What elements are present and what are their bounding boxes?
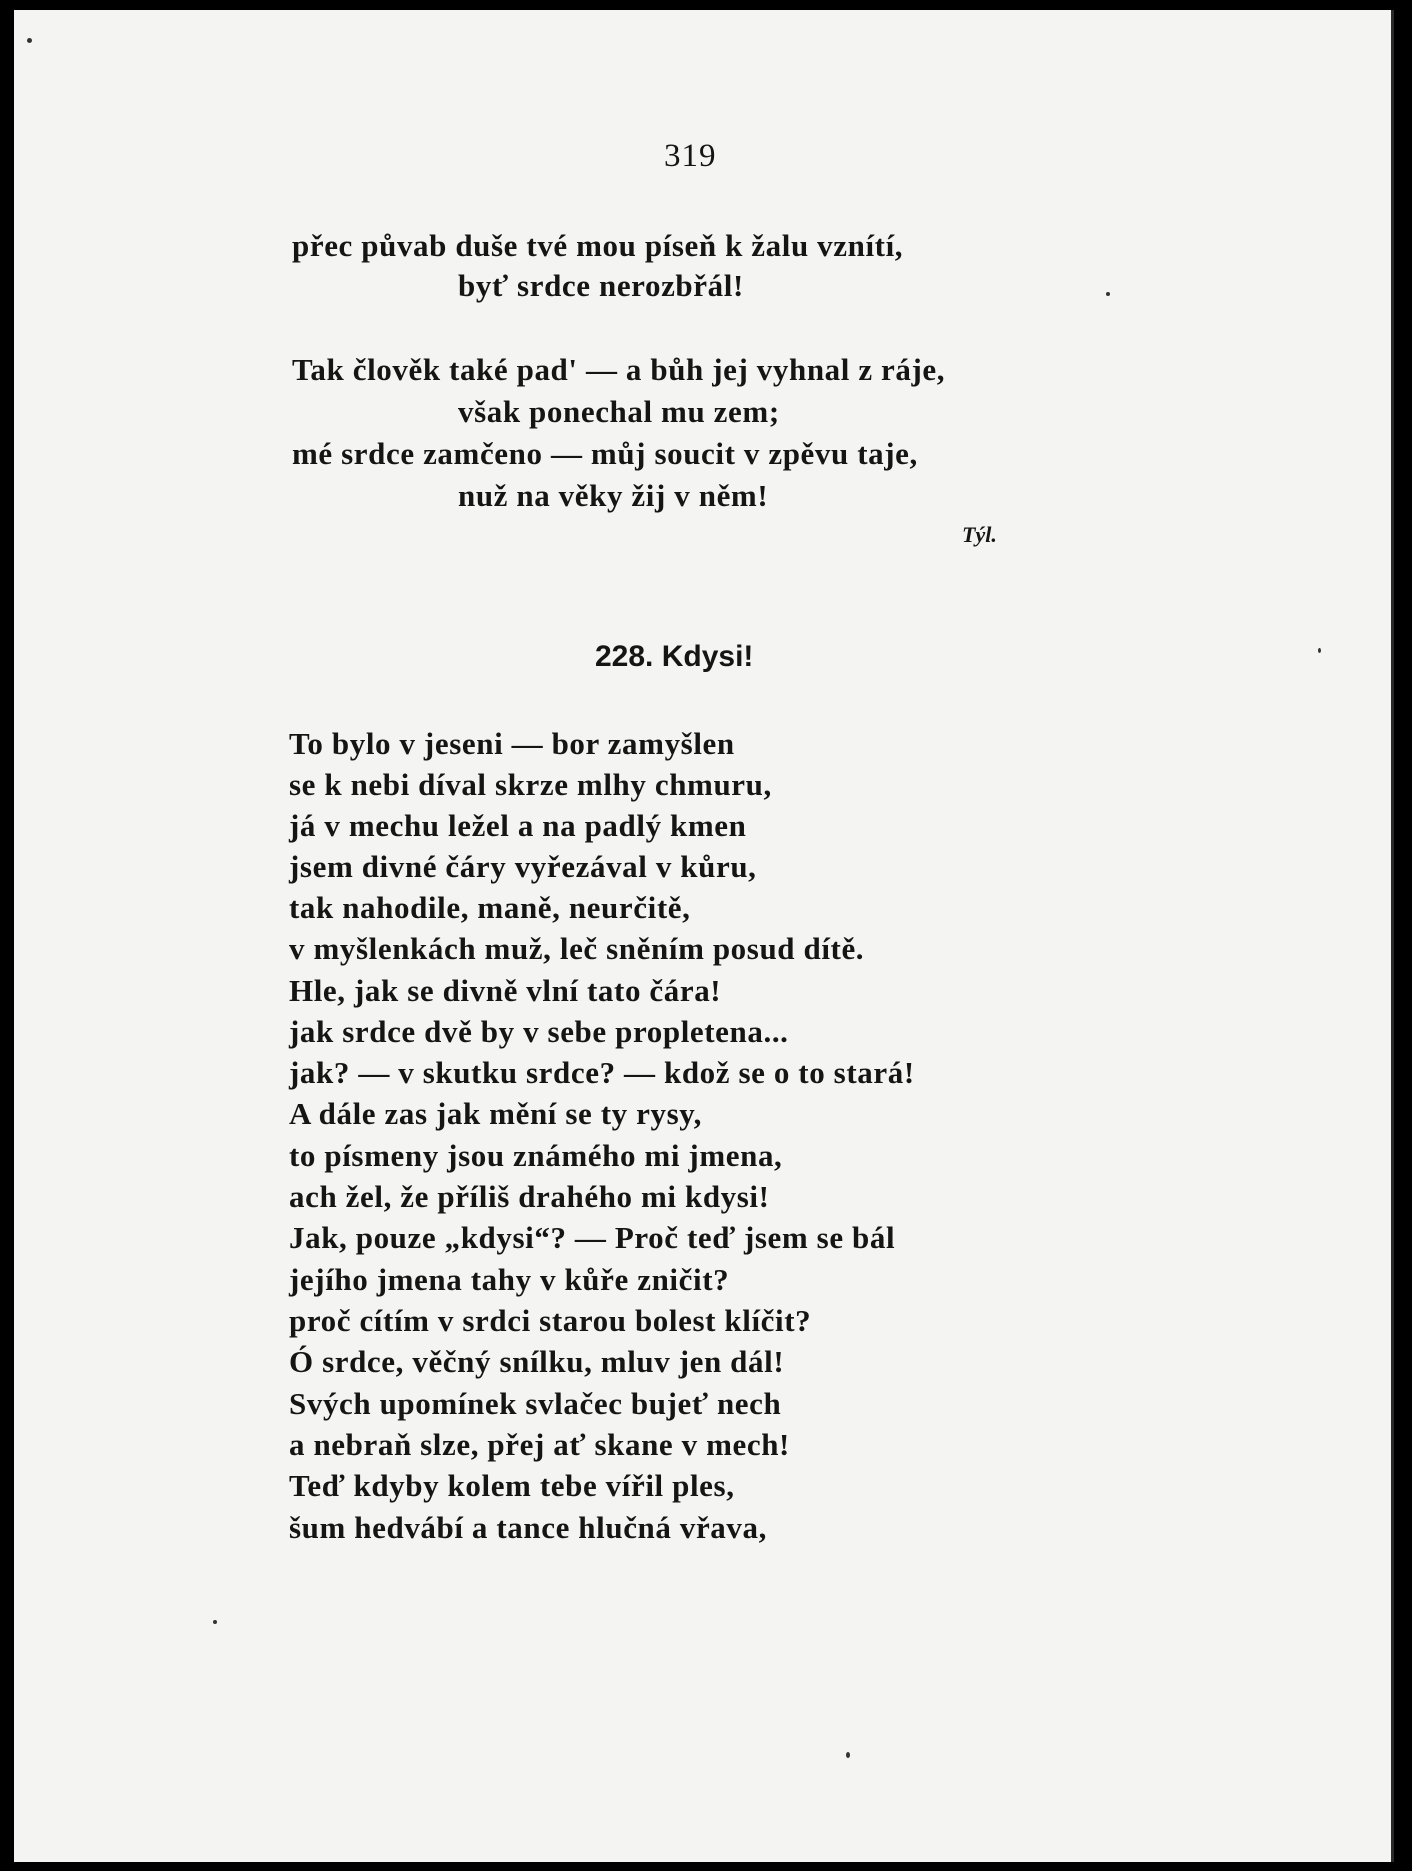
margin-speck <box>1318 648 1321 653</box>
stanza-line: přec půvab duše tvé mou píseň k žalu vznítí, <box>292 228 904 263</box>
poem-line: Svých upomínek svlačec bujeť nech <box>289 1386 782 1421</box>
poem-line: šum hedvábí a tance hlučná vřava, <box>289 1510 767 1545</box>
poem-line: já v mechu ležel a na padlý kmen <box>289 808 747 843</box>
stanza-line: mé srdce zamčeno — můj soucit v zpěvu taje, <box>292 436 918 471</box>
poem-line: jak srdce dvě by v sebe propletena... <box>289 1014 789 1049</box>
poem-line: A dále zas jak mění se ty rysy, <box>289 1096 702 1131</box>
page-number: 319 <box>664 138 717 174</box>
poem-line: v myšlenkách muž, leč sněním posud dítě. <box>289 931 865 966</box>
poem-line: to písmeny jsou známého mi jmena, <box>289 1138 783 1173</box>
poem-line: jak? — v skutku srdce? — kdož se o to stará! <box>289 1055 915 1090</box>
poem-line: Ó srdce, věčný snílku, mluv jen dál! <box>289 1344 785 1379</box>
page-edge-shadow <box>1391 10 1394 1862</box>
margin-speck <box>213 1620 217 1624</box>
stanza-line: nuž na věky žij v něm! <box>458 478 769 513</box>
margin-speck <box>846 1752 850 1758</box>
author-signature: Týl. <box>962 522 997 547</box>
stanza-line: však ponechal mu zem; <box>458 394 780 429</box>
poem-line: jsem divné čáry vyřezával v kůru, <box>289 849 757 884</box>
margin-speck <box>1106 292 1110 296</box>
poem-line: To bylo v jeseni — bor zamyšlen <box>289 726 735 761</box>
poem-line: a nebraň slze, přej ať skane v mech! <box>289 1427 790 1462</box>
margin-speck <box>27 38 32 43</box>
poem-line: ach žel, že příliš drahého mi kdysi! <box>289 1179 770 1214</box>
stanza-line: byť srdce nerozbřál! <box>458 268 744 303</box>
stanza-line: Tak člověk také pad' — a bůh jej vyhnal z ráje, <box>292 352 946 387</box>
poem-line: se k nebi díval skrze mlhy chmuru, <box>289 767 772 802</box>
poem-line: Jak, pouze „kdysi“? — Proč teď jsem se bál <box>289 1220 896 1255</box>
poem-line: Teď kdyby kolem tebe vířil ples, <box>289 1468 735 1503</box>
poem-line: Hle, jak se divně vlní tato čára! <box>289 973 722 1008</box>
poem-line: jejího jmena tahy v kůře zničit? <box>289 1262 730 1297</box>
poem-line: proč cítím v srdci starou bolest klíčit? <box>289 1303 812 1338</box>
poem-title: 228. Kdysi! <box>595 640 754 673</box>
poem-line: tak nahodile, maně, neurčitě, <box>289 890 691 925</box>
